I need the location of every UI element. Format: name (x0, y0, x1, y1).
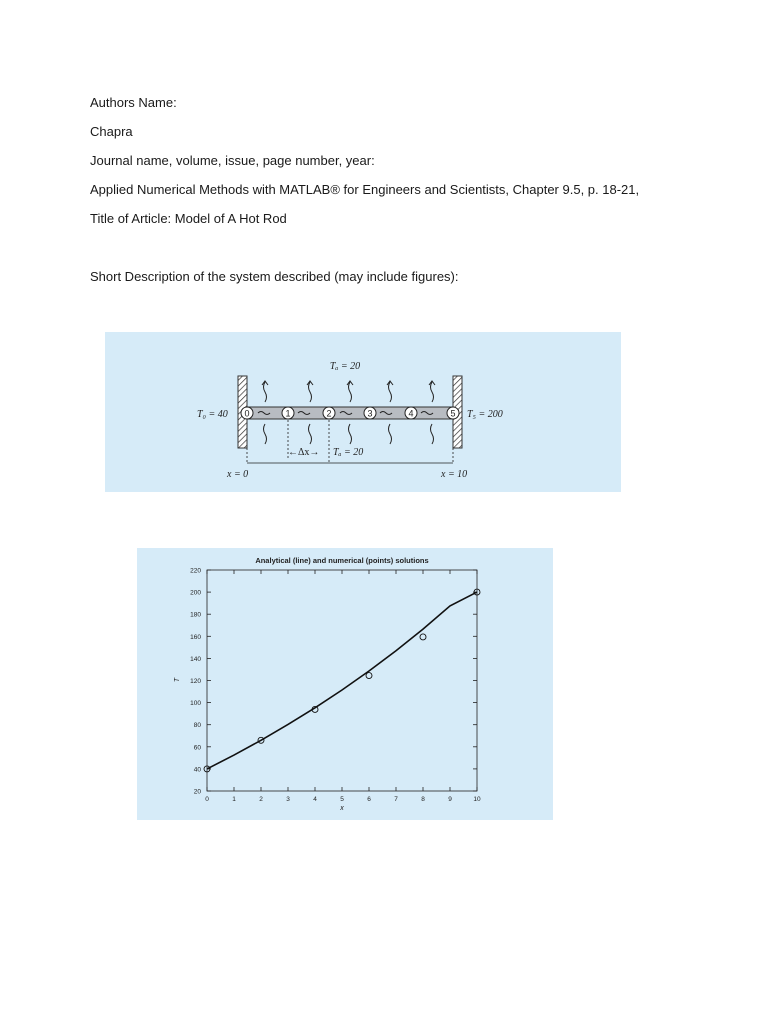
convection-arrows-top (262, 381, 435, 402)
node-label: 4 (408, 408, 414, 419)
solution-chart (137, 548, 553, 820)
y-tick-label: 140 (190, 655, 201, 663)
rod-diagram (105, 332, 621, 492)
x-tick-label: 8 (421, 796, 425, 803)
y-axis-label: T (174, 677, 181, 683)
description-label: Short Description of the system described (may include figures): (90, 269, 459, 284)
convection-arrows-bottom (264, 424, 434, 444)
left-temp-label: T₀ = 40 (197, 409, 228, 420)
y-tick-label: 180 (190, 611, 201, 619)
x-tick-label: 2 (259, 796, 263, 803)
ambient-temp-bottom: Tₐ = 20 (333, 447, 364, 458)
analytical-line (207, 592, 477, 769)
numerical-point (420, 634, 426, 640)
y-tick-label: 20 (193, 788, 201, 796)
author-name: Chapra (90, 124, 133, 139)
right-temp-label: T₅ = 200 (467, 409, 503, 420)
node-label: 1 (285, 408, 291, 419)
node-label: 0 (244, 408, 250, 419)
y-tick-label: 120 (190, 678, 201, 685)
numerical-point (366, 673, 372, 679)
x-tick-label: 0 (205, 796, 209, 803)
authors-label: Authors Name: (90, 95, 177, 110)
x-tick-label: 10 (473, 796, 481, 803)
node-label: 3 (367, 408, 373, 419)
delta-x-label: ←Δx→ (288, 447, 320, 458)
x-tick-label: 4 (313, 796, 317, 803)
x-tick-label: 9 (448, 796, 452, 803)
journal-text: Applied Numerical Methods with MATLAB® for Engineers and Scientists, Chapter 9.5, p. 18-21, (90, 182, 640, 197)
rod-bar (247, 407, 456, 419)
y-tick-label: 200 (190, 589, 201, 597)
x-axis-label: x (340, 805, 344, 812)
x-tick-label: 6 (367, 796, 371, 803)
y-tick-label: 40 (193, 766, 201, 774)
y-tick-label: 100 (190, 700, 201, 708)
article-title: Title of Article: Model of A Hot Rod (90, 211, 287, 226)
y-tick-label: 80 (193, 722, 201, 730)
rod-diagram-svg (105, 332, 621, 492)
ambient-temp-top: Tₐ = 20 (329, 361, 361, 372)
x-end-label: x = 10 (441, 469, 468, 480)
node-label: 2 (326, 408, 332, 419)
chart-title: Analytical (line) and numerical (points) solutions (255, 556, 429, 565)
y-tick-label: 60 (193, 744, 201, 752)
x-tick-label: 5 (340, 796, 344, 803)
journal-label: Journal name, volume, issue, page number, year: (90, 153, 375, 168)
y-tick-label: 160 (190, 633, 201, 641)
node-label: 5 (450, 408, 456, 419)
x-tick-label: 3 (286, 796, 290, 803)
x-tick-label: 1 (232, 796, 236, 803)
solution-chart-svg (137, 548, 553, 820)
x-start-label: x = 0 (227, 469, 249, 480)
plot-frame (207, 570, 477, 791)
y-tick-label: 220 (190, 567, 201, 575)
x-tick-label: 7 (394, 796, 398, 803)
